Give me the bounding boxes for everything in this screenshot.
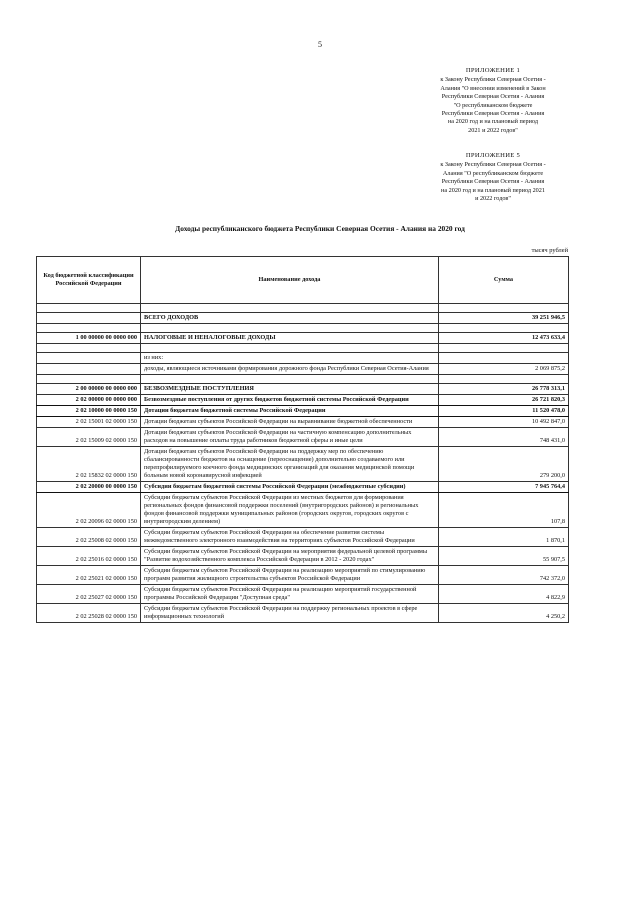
- sum-cell: 2 069 875,2: [439, 364, 569, 375]
- code-cell: 2 02 20096 02 0000 150: [37, 493, 141, 528]
- document-title: Доходы республиканского бюджета Республики Северная Осетия - Алания на 2020 год: [175, 224, 465, 233]
- sum-cell: 10 492 847,0: [439, 417, 569, 428]
- name-cell: Субсидии бюджетам субъектов Российской Федерации из местных бюджетов для формирования региональных фондов финансовой поддержки поселений (внутригородских районов) и региональных фондов финансовой поддержки муниципальных районов (городских округов, городских округов с внутригородским делением): [141, 493, 439, 528]
- appendix-5-note: [418, 152, 568, 203]
- revenue-table: [36, 256, 569, 623]
- code-cell: [37, 375, 141, 384]
- table-row: [37, 304, 569, 313]
- table-row: [37, 547, 569, 566]
- code-cell: 2 02 10000 00 0000 150: [37, 406, 141, 417]
- name-cell: Субсидии бюджетам субъектов Российской Федерации на мероприятия федеральной целевой программы "Развитие водохозяйственного комплекса Российской Федерации в 2012 - 2020 годах": [141, 547, 439, 566]
- code-cell: [37, 313, 141, 324]
- name-cell: [141, 344, 439, 353]
- appendix-line: и 2022 годов": [475, 195, 511, 203]
- appendix-line: на 2020 год и на плановый период 2021: [441, 186, 545, 194]
- name-cell: доходы, являющиеся источниками формирования дорожного фонда Республики Северная Осетия-Алания: [141, 364, 439, 375]
- name-cell: Субсидии бюджетам субъектов Российской Федерации на реализацию мероприятий по стимулированию программ развития жилищного строительства субъектов Российской Федерации: [141, 566, 439, 585]
- code-cell: [37, 364, 141, 375]
- code-cell: [37, 304, 141, 313]
- appendix-line: Республики Северная Осетия - Алания: [441, 178, 545, 186]
- sum-cell: 26 721 820,3: [439, 395, 569, 406]
- code-cell: 1 00 00000 00 0000 000: [37, 333, 141, 344]
- appendix-line: Алания "О республиканском бюджете: [442, 169, 544, 177]
- page-number: 5: [318, 40, 322, 49]
- sum-cell: 742 372,0: [439, 566, 569, 585]
- code-cell: 2 02 15009 02 0000 150: [37, 428, 141, 447]
- code-cell: 2 02 15832 02 0000 150: [37, 447, 141, 482]
- header-sum: Сумма: [439, 257, 569, 304]
- name-cell: из них:: [141, 353, 439, 364]
- appendix-1-lines: [418, 76, 568, 135]
- appendix-line: на 2020 год и на плановый период: [448, 118, 538, 126]
- name-cell: Дотации бюджетам бюджетной системы Российской Федерации: [141, 406, 439, 417]
- code-cell: 2 02 25021 02 0000 150: [37, 566, 141, 585]
- header-name: Наименование дохода: [141, 257, 439, 304]
- sum-cell: 11 520 478,0: [439, 406, 569, 417]
- table-row: [37, 364, 569, 375]
- name-cell: Субсидии бюджетам субъектов Российской Федерации на обеспечение развития системы межведомственного электронного взаимодействия на территориях субъектов Российской Федерации: [141, 528, 439, 547]
- table-body: [37, 304, 569, 623]
- table-row: [37, 482, 569, 493]
- table-row: [37, 406, 569, 417]
- sum-cell: 7 945 764,4: [439, 482, 569, 493]
- appendix-5-lines: [418, 161, 568, 203]
- sum-cell: [439, 353, 569, 364]
- sum-cell: 279 200,0: [439, 447, 569, 482]
- table-row: [37, 493, 569, 528]
- table-row: [37, 428, 569, 447]
- appendix-line: к Закону Республики Северная Осетия -: [440, 161, 546, 169]
- table-row: [37, 384, 569, 395]
- sum-cell: [439, 304, 569, 313]
- name-cell: [141, 304, 439, 313]
- name-cell: Субсидии бюджетам субъектов Российской Федерации на реализацию мероприятий государственной программы Российской Федерации "Доступная среда": [141, 585, 439, 604]
- sum-cell: 55 907,5: [439, 547, 569, 566]
- name-cell: [141, 375, 439, 384]
- table-row: [37, 375, 569, 384]
- code-cell: 2 02 20000 00 0000 150: [37, 482, 141, 493]
- header-code: Код бюджетной классификации Российской Федерации: [37, 257, 141, 304]
- code-cell: 2 02 25016 02 0000 150: [37, 547, 141, 566]
- name-cell: Дотации бюджетам субъектов Российской Федерации на поддержку мер по обеспечению сбалансированности бюджетов на оснащение (переоснащение) дополнительно создаваемого или перепрофилируемого коечного фонда медицинских организаций для оказания медицинской помощи больным новой коронавирусной инфекцией: [141, 447, 439, 482]
- name-cell: НАЛОГОВЫЕ И НЕНАЛОГОВЫЕ ДОХОДЫ: [141, 333, 439, 344]
- name-cell: Безвозмездные поступления от других бюджетов бюджетной системы Российской Федерации: [141, 395, 439, 406]
- name-cell: ВСЕГО ДОХОДОВ: [141, 313, 439, 324]
- sum-cell: [439, 344, 569, 353]
- code-cell: [37, 324, 141, 333]
- name-cell: Субсидии бюджетам субъектов Российской Федерации на поддержку региональных проектов в сфере информационных технологий: [141, 604, 439, 623]
- units-label: тысяч рублей: [531, 247, 568, 254]
- code-cell: [37, 344, 141, 353]
- sum-cell: 12 473 633,4: [439, 333, 569, 344]
- table-row: [37, 313, 569, 324]
- appendix-line: "О республиканском бюджете: [453, 101, 533, 109]
- sum-cell: 4 250,2: [439, 604, 569, 623]
- sum-cell: 4 822,9: [439, 585, 569, 604]
- table-row: [37, 604, 569, 623]
- table-row: [37, 417, 569, 428]
- appendix-line: Республики Северная Осетия - Алания: [441, 93, 545, 101]
- appendix-line: к Закону Республики Северная Осетия -: [440, 76, 546, 84]
- sum-cell: [439, 324, 569, 333]
- table-row: [37, 528, 569, 547]
- table-row: [37, 447, 569, 482]
- name-cell: Дотации бюджетам субъектов Российской Федерации на выравнивание бюджетной обеспеченности: [141, 417, 439, 428]
- appendix-line: Алания "О внесении изменений в Закон: [440, 84, 546, 92]
- code-cell: 2 02 25028 02 0000 150: [37, 604, 141, 623]
- name-cell: БЕЗВОЗМЕЗДНЫЕ ПОСТУПЛЕНИЯ: [141, 384, 439, 395]
- code-cell: 2 02 00000 00 0000 000: [37, 395, 141, 406]
- appendix-5-heading: ПРИЛОЖЕНИЕ 5: [465, 152, 521, 159]
- sum-cell: 107,8: [439, 493, 569, 528]
- sum-cell: [439, 375, 569, 384]
- code-cell: 2 02 25027 02 0000 150: [37, 585, 141, 604]
- table-row: [37, 566, 569, 585]
- code-cell: [37, 353, 141, 364]
- name-cell: [141, 324, 439, 333]
- sum-cell: 26 778 313,1: [439, 384, 569, 395]
- appendix-line: 2021 и 2022 годов": [468, 126, 518, 134]
- appendix-1-note: [418, 67, 568, 135]
- appendix-line: Республики Северная Осетия - Алания: [441, 110, 545, 118]
- sum-cell: 1 870,1: [439, 528, 569, 547]
- table-row: [37, 324, 569, 333]
- name-cell: Субсидии бюджетам бюджетной системы Российской Федерации (межбюджетные субсидии): [141, 482, 439, 493]
- table-header-row: [37, 257, 569, 304]
- code-cell: 2 02 15001 02 0000 150: [37, 417, 141, 428]
- table-row: [37, 395, 569, 406]
- appendix-1-heading: ПРИЛОЖЕНИЕ 1: [465, 67, 521, 74]
- code-cell: 2 02 25008 02 0000 150: [37, 528, 141, 547]
- table-row: [37, 585, 569, 604]
- sum-cell: 748 431,0: [439, 428, 569, 447]
- sum-cell: 39 251 946,5: [439, 313, 569, 324]
- table-row: [37, 333, 569, 344]
- name-cell: Дотации бюджетам субъектов Российской Федерации на частичную компенсацию дополнительных расходов на повышение оплаты труда работников бюджетной сферы и иные цели: [141, 428, 439, 447]
- table-row: [37, 353, 569, 364]
- code-cell: 2 00 00000 00 0000 000: [37, 384, 141, 395]
- table-row: [37, 344, 569, 353]
